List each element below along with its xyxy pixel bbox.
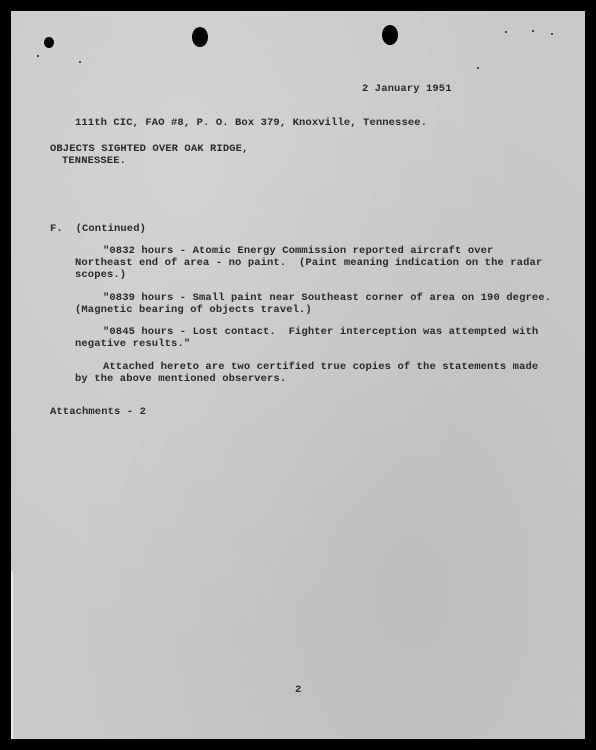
section-heading: F. (Continued)	[50, 223, 147, 235]
speck	[532, 30, 534, 32]
paragraph-1-line-2: Northeast end of area - no paint. (Paint meaning indication on the radar	[75, 257, 543, 269]
page-number: 2	[295, 684, 302, 696]
paragraph-1-line-1: "0832 hours - Atomic Energy Commission reported aircraft over	[103, 245, 494, 257]
speck	[79, 61, 81, 63]
paragraph-4-line-2: by the above mentioned observers.	[75, 373, 287, 385]
paragraph-3-line-2: negative results."	[75, 338, 191, 350]
punch-hole-left	[192, 27, 208, 47]
paragraph-2-line-1: "0839 hours - Small paint near Southeast corner of area on 190 degree.	[103, 292, 552, 304]
subject-line-2: TENNESSEE.	[62, 155, 127, 167]
document-page	[11, 11, 585, 739]
paragraph-4-line-1: Attached hereto are two certified true copies of the statements made	[103, 361, 539, 373]
paragraph-1-line-3: scopes.)	[75, 269, 127, 281]
torn-corner-mark	[44, 37, 54, 48]
speck	[551, 33, 553, 35]
document-date: 2 January 1951	[362, 83, 452, 95]
speck	[477, 67, 479, 69]
paragraph-2-line-2: (Magnetic bearing of objects travel.)	[75, 304, 312, 316]
speck	[37, 55, 39, 57]
speck	[505, 31, 507, 33]
paragraph-3-line-1: "0845 hours - Lost contact. Fighter interception was attempted with	[103, 326, 539, 338]
page-edge	[11, 571, 13, 739]
subject-line-1: OBJECTS SIGHTED OVER OAK RIDGE,	[50, 143, 249, 155]
punch-hole-right	[382, 25, 398, 45]
attachments-line: Attachments - 2	[50, 406, 147, 418]
address-line: 111th CIC, FAO #8, P. O. Box 379, Knoxville, Tennessee.	[75, 117, 428, 129]
